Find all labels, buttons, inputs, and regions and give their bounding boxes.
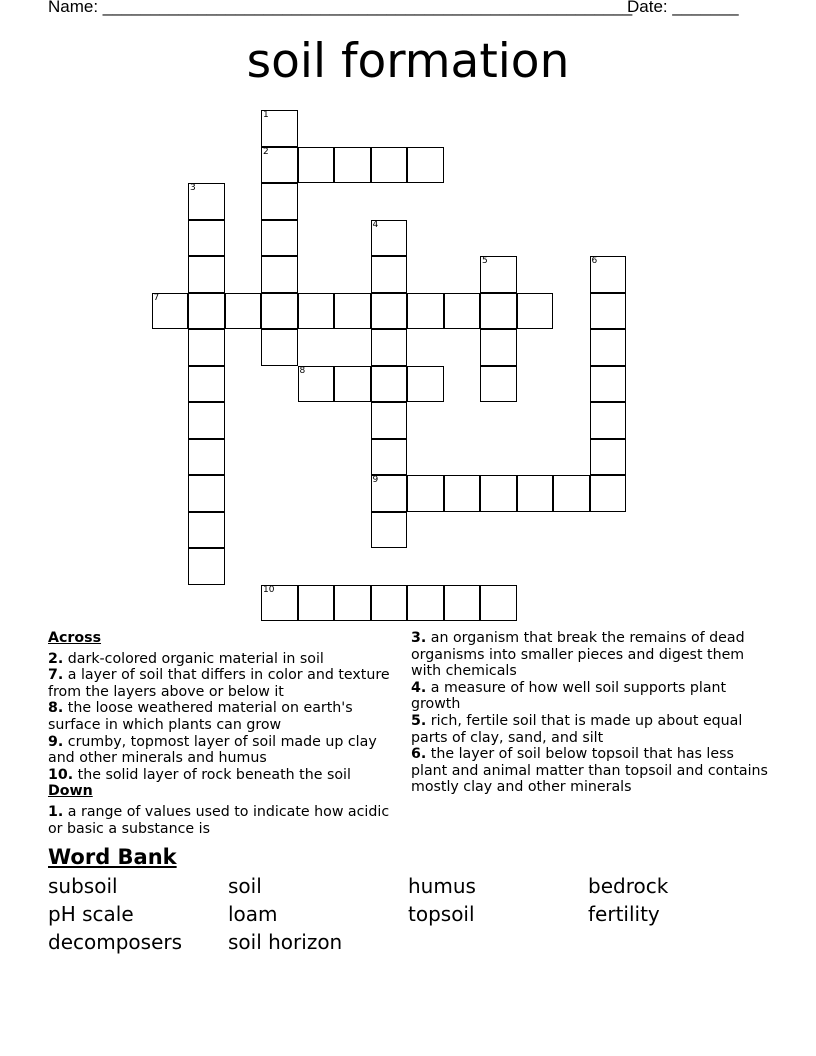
word-bank-item: soil [228, 874, 262, 898]
grid-cell[interactable] [590, 402, 627, 439]
down-clue: 1. a range of values used to indicate how acidic or basic a substance is [48, 803, 390, 837]
down-heading: Down [48, 783, 93, 800]
grid-cell[interactable] [553, 475, 590, 512]
name-field-label: Name: ________________________________________________________ [48, 0, 633, 16]
grid-cell[interactable] [334, 366, 371, 403]
grid-cell[interactable] [517, 475, 554, 512]
grid-cell[interactable] [188, 366, 225, 403]
grid-cell[interactable] [590, 293, 627, 330]
grid-cell[interactable] [261, 220, 298, 257]
grid-cell[interactable] [298, 366, 335, 403]
grid-cell[interactable] [188, 220, 225, 257]
grid-cell[interactable] [188, 329, 225, 366]
grid-cell[interactable] [152, 293, 189, 330]
page-title: soil formation [246, 34, 570, 89]
grid-cell[interactable] [334, 585, 371, 622]
grid-cell[interactable] [261, 256, 298, 293]
grid-cell[interactable] [261, 293, 298, 330]
across-heading: Across [48, 630, 102, 646]
clue-number: 9 [372, 475, 379, 485]
grid-cell[interactable] [371, 475, 408, 512]
grid-cell[interactable] [188, 402, 225, 439]
across-clue: 2. dark-colored organic material in soil [48, 650, 324, 667]
word-bank-item: fertility [588, 902, 660, 926]
grid-cell[interactable] [261, 147, 298, 184]
clues-column-right [411, 630, 771, 796]
grid-cell[interactable] [480, 585, 517, 622]
down-clue: 5. rich, fertile soil that is made up about equal parts of clay, sand, and silt [411, 712, 743, 746]
word-bank-item: decomposers [48, 930, 183, 954]
across-clue: 8. the loose weathered material on earth's surface in which plants can grow [48, 700, 353, 733]
grid-cell[interactable] [188, 293, 225, 330]
grid-cell[interactable] [371, 256, 408, 293]
grid-cell[interactable] [225, 293, 262, 330]
grid-cell[interactable] [188, 512, 225, 549]
grid-cell[interactable] [261, 585, 298, 622]
grid-cell[interactable] [480, 256, 517, 293]
grid-cell[interactable] [444, 293, 481, 330]
grid-cell[interactable] [590, 475, 627, 512]
grid-cell[interactable] [261, 329, 298, 366]
clue-number: 8 [299, 365, 306, 376]
grid-cell[interactable] [480, 475, 517, 512]
grid-cell[interactable] [590, 256, 627, 293]
date-field-label: Date: _______ [627, 0, 739, 16]
grid-cell[interactable] [371, 366, 408, 403]
word-bank-item: topsoil [408, 902, 475, 926]
grid-cell[interactable] [407, 366, 444, 403]
word-bank-item: bedrock [588, 874, 669, 898]
grid-cell[interactable] [298, 293, 335, 330]
word-bank-item: loam [228, 902, 278, 926]
grid-cell[interactable] [371, 439, 408, 476]
grid-cell[interactable] [480, 366, 517, 403]
clue-number: 3 [190, 183, 196, 193]
grid-cell[interactable] [371, 220, 408, 257]
grid-cell[interactable] [371, 512, 408, 549]
grid-cell[interactable] [407, 147, 444, 184]
grid-cell[interactable] [444, 585, 481, 622]
across-clue: 9. crumby, topmost layer of soil made up clay and other minerals and humus [48, 733, 377, 767]
grid-cell[interactable] [480, 329, 517, 366]
grid-cell[interactable] [261, 183, 298, 220]
grid-cell[interactable] [590, 366, 627, 403]
clue-number: 7 [153, 292, 160, 303]
clues-column-left [48, 630, 393, 837]
grid-cell[interactable] [407, 475, 444, 512]
clue-number: 10 [263, 584, 275, 595]
clue-number: 1 [263, 110, 269, 120]
clue-number: 6 [591, 256, 598, 266]
grid-cell[interactable] [371, 147, 408, 184]
grid-cell[interactable] [371, 329, 408, 366]
grid-cell[interactable] [371, 293, 408, 330]
grid-cell[interactable] [517, 293, 554, 330]
word-bank-title: Word Bank [48, 845, 177, 869]
grid-cell[interactable] [298, 585, 335, 622]
down-clue: 3. an organism that break the remains of dead organisms into smaller pieces and digest them with chemicals [411, 630, 745, 680]
down-clue: 4. a measure of how well soil supports plant growth [411, 679, 727, 713]
word-bank-item: pH scale [48, 902, 134, 926]
clue-number: 4 [372, 219, 379, 230]
grid-cell[interactable] [188, 256, 225, 293]
word-bank-item: soil horizon [228, 930, 343, 954]
down-clue: 6. the layer of soil below topsoil that has less plant and animal matter than topsoil and contains mostly clay and other minerals [411, 746, 768, 796]
word-bank-item: humus [408, 874, 476, 898]
grid-cell[interactable] [371, 585, 408, 622]
grid-cell[interactable] [188, 439, 225, 476]
across-clue: 7. a layer of soil that differs in color and texture from the layers above or below it [48, 667, 390, 700]
grid-cell[interactable] [590, 439, 627, 476]
grid-cell[interactable] [407, 293, 444, 330]
grid-cell[interactable] [188, 475, 225, 512]
grid-cell[interactable] [298, 147, 335, 184]
grid-cell[interactable] [334, 293, 371, 330]
grid-cell[interactable] [407, 585, 444, 622]
clue-number: 5 [482, 256, 488, 266]
grid-cell[interactable] [480, 293, 517, 330]
grid-cell[interactable] [188, 183, 225, 220]
clue-number: 2 [263, 146, 269, 157]
grid-cell[interactable] [590, 329, 627, 366]
grid-cell[interactable] [261, 110, 298, 147]
grid-cell[interactable] [371, 402, 408, 439]
word-bank-item: subsoil [48, 874, 118, 898]
across-clue: 10. the solid layer of rock beneath the soil [48, 766, 351, 783]
grid-cell[interactable] [444, 475, 481, 512]
grid-cell[interactable] [334, 147, 371, 184]
grid-cell[interactable] [188, 548, 225, 585]
